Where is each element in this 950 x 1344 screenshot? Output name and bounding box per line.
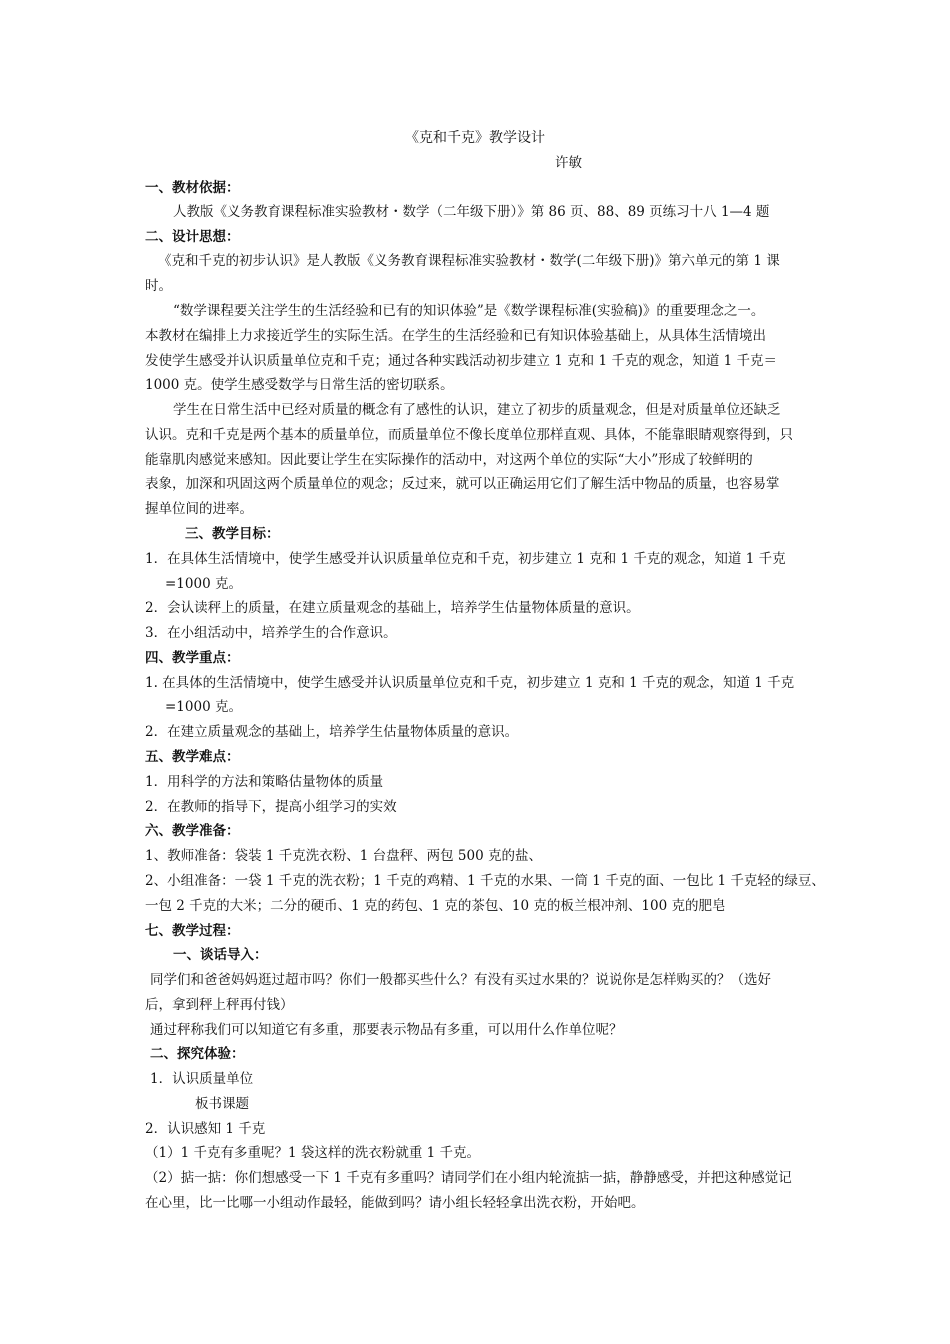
list-item: 1．用科学的方法和策略估量物体的质量 <box>145 774 384 790</box>
section-heading-preparation: 六、教学准备： <box>145 823 240 839</box>
document-title: 《克和千克》教学设计 <box>405 130 545 146</box>
list-item: 1、教师准备：袋装 1 千克洗衣粉、1 台盘秤、两包 500 克的盐、 <box>145 848 542 864</box>
list-item: （2）掂一掂：你们想感受一下 1 千克有多重吗？请同学们在小组内轮流掂一掂，静静感受，并把这种感觉记 <box>145 1170 792 1186</box>
list-item: 2．在教师的指导下，提高小组学习的实效 <box>145 799 397 815</box>
list-item: 2．会认读秤上的质量，在建立质量观念的基础上，培养学生估量物体质量的意识。 <box>145 600 640 616</box>
list-item: 2．在建立质量观念的基础上，培养学生估量物体质量的意识。 <box>145 724 519 740</box>
section-heading-basis: 一、教材依据： <box>145 180 240 196</box>
board-note: 板书课题 <box>195 1096 249 1112</box>
paragraph-line: “数学课程要关注学生的生活经验和已有的知识体验”是《数学课程标准(实验稿)》的重要理念之一。 <box>173 303 765 319</box>
list-item: 2、小组准备：一袋 1 千克的洗衣粉；1 千克的鸡精、1 千克的水果、一筒 1 千克的面、一包比 1 千克轻的绿豆、 <box>145 873 825 889</box>
list-item: =1000 克。 <box>165 699 242 715</box>
section-heading-difficulties: 五、教学难点： <box>145 749 240 765</box>
paragraph-line: 人教版《义务教育课程标准实验教材・数学（二年级下册）》第 86 页、88、89 页练习十八 1—4 题 <box>173 204 770 220</box>
paragraph-line: 能靠肌肉感觉来感知。因此要让学生在实际操作的活动中，对这两个单位的实际“大小”形成了较鲜明的 <box>145 452 753 468</box>
paragraph-line: 时。 <box>145 278 172 294</box>
paragraph-line: 同学们和爸爸妈妈逛过超市吗？你们一般都买些什么？有没有买过水果的？说说你是怎样购买的？（选好 <box>150 972 771 988</box>
paragraph-line: 1000 克。使学生感受数学与日常生活的密切联系。 <box>145 377 454 393</box>
list-item: 在心里，比一比哪一小组动作最轻，能做到吗？请小组长轻轻拿出洗衣粉，开始吧。 <box>145 1195 645 1211</box>
section-heading-process: 七、教学过程： <box>145 923 240 939</box>
paragraph-line: 后，拿到秤上秤再付钱） <box>145 997 294 1013</box>
paragraph-line: 表象，加深和巩固这两个质量单位的观念；反过来，就可以正确运用它们了解生活中物品的质量，也容易掌 <box>145 476 780 492</box>
paragraph-line: 本教材在编排上力求接近学生的实际生活。在学生的生活经验和已有知识体验基础上，从具体生活情境出 <box>145 328 766 344</box>
list-item: 一包 2 千克的大米；二分的硬币、1 克的药包、1 克的茶包、10 克的板兰根冲剂、100 克的肥皂 <box>145 898 726 914</box>
list-item: 1．认识质量单位 <box>150 1071 254 1087</box>
paragraph-line: 通过秤称我们可以知道它有多重，那要表示物品有多重，可以用什么作单位呢？ <box>150 1022 623 1038</box>
paragraph-line: 《克和千克的初步认识》是人教版《义务教育课程标准实验教材・数学(二年级下册)》第六单元的第 1 课 <box>158 253 780 269</box>
list-item: （1）1 千克有多重呢？1 袋这样的洗衣粉就重 1 千克。 <box>145 1145 481 1161</box>
list-item: 3．在小组活动中，培养学生的合作意识。 <box>145 625 397 641</box>
paragraph-line: 握单位间的进率。 <box>145 501 253 517</box>
section-heading-design: 二、设计思想： <box>145 229 240 245</box>
section-heading-objectives: 三、教学目标： <box>185 526 280 542</box>
list-item: 2．认识感知 1 千克 <box>145 1121 266 1137</box>
paragraph-line: 发使学生感受并认识质量单位克和千克；通过各种实践活动初步建立 1 克和 1 千克的观念，知道 1 千克＝ <box>145 353 778 369</box>
list-item: 1．在具体生活情境中，使学生感受并认识质量单位克和千克，初步建立 1 克和 1 千克的观念，知道 1 千克 <box>145 551 786 567</box>
paragraph-line: 认识。克和千克是两个基本的质量单位，而质量单位不像长度单位那样直观、具体，不能靠眼睛观察得到，只 <box>145 427 793 443</box>
list-item: 1. 在具体的生活情境中，使学生感受并认识质量单位克和千克，初步建立 1 克和 1 千克的观念，知道 1 千克 <box>145 675 795 691</box>
author-name: 许敏 <box>555 155 582 171</box>
list-item: =1000 克。 <box>165 576 242 592</box>
subsection-heading-explore: 二、探究体验： <box>150 1046 245 1062</box>
section-heading-key-points: 四、教学重点： <box>145 650 240 666</box>
subsection-heading-intro: 一、谈话导入： <box>173 947 268 963</box>
paragraph-line: 学生在日常生活中已经对质量的概念有了感性的认识，建立了初步的质量观念，但是对质量单位还缺乏 <box>173 402 781 418</box>
